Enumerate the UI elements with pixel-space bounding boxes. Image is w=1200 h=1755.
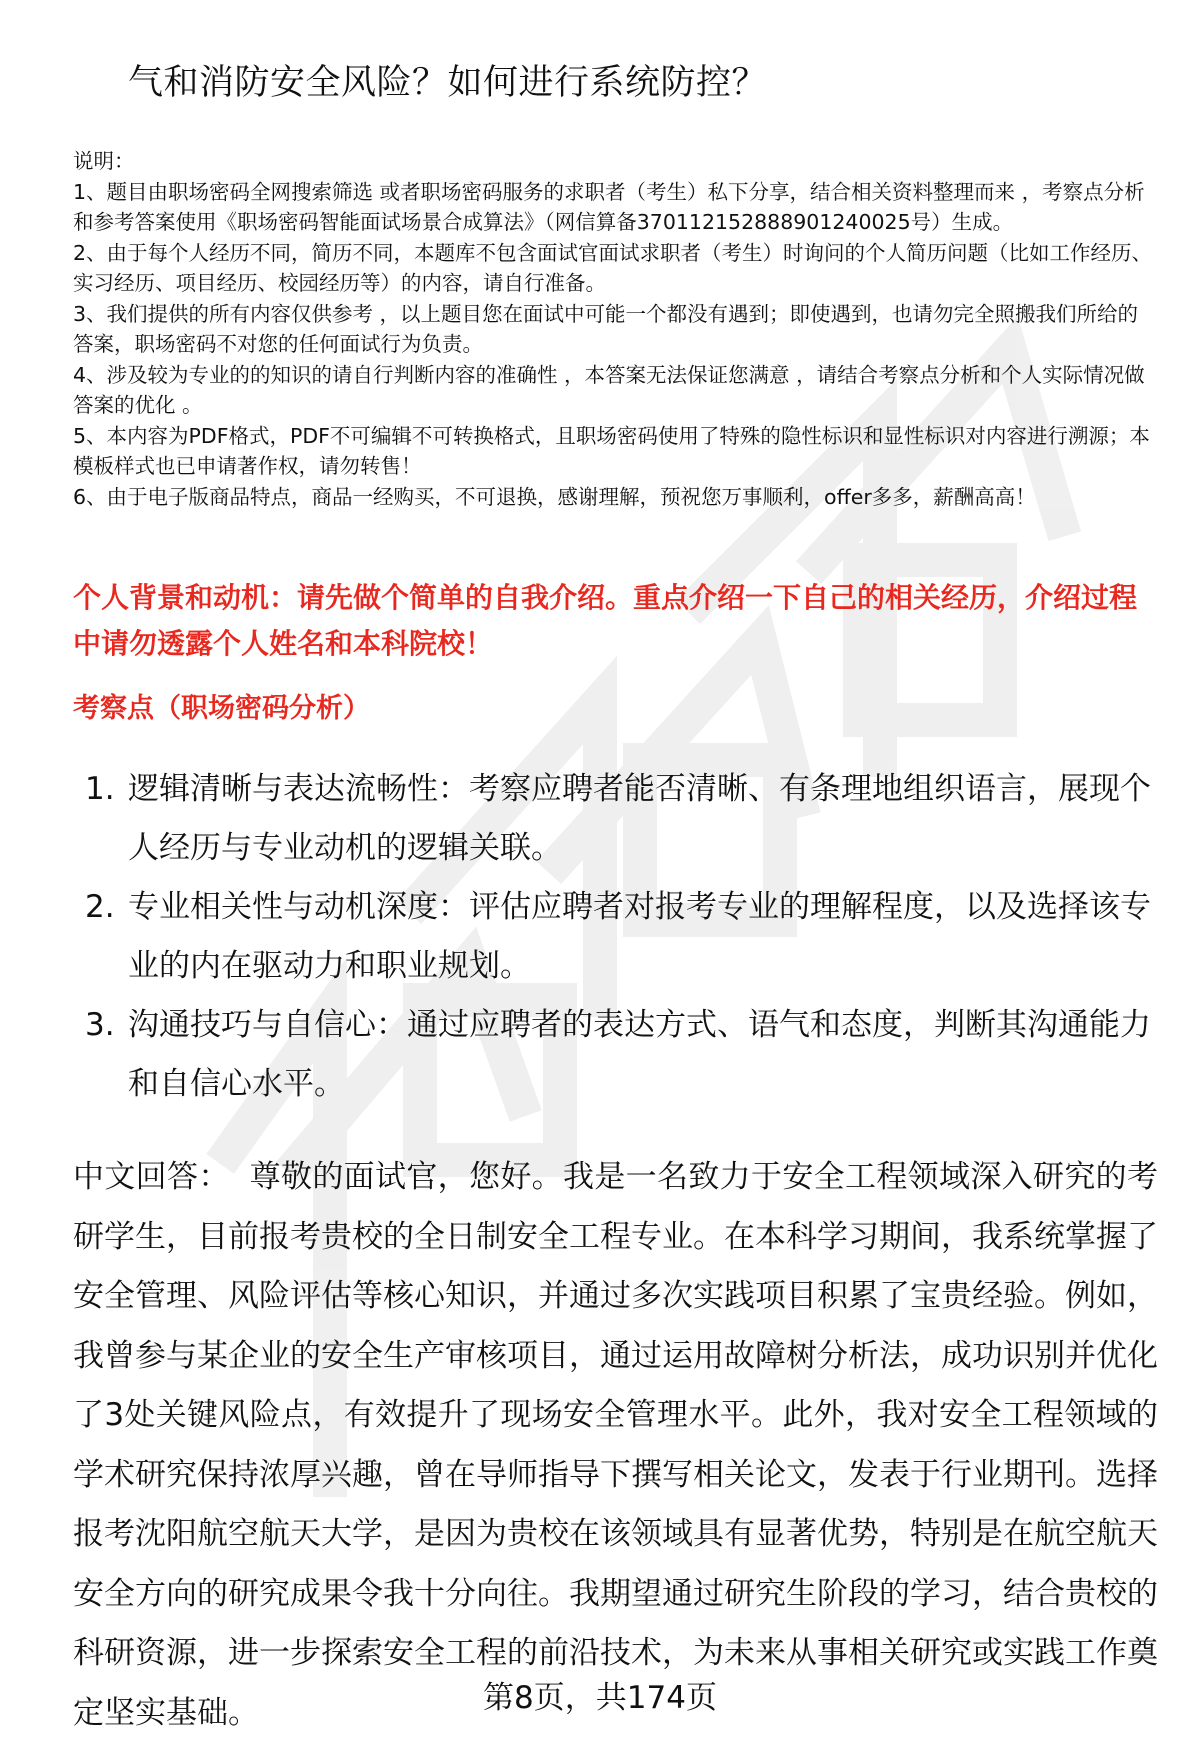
note-item: 4、涉及较为专业的的知识的请自行判断内容的准确性 ，本答案无法保证您满意 ，请结合考察点分析和个人实际情况做答案的优化 。 xyxy=(73,362,1145,417)
note-item: 5、本内容为PDF格式，PDF不可编辑不可转换格式，且职场密码使用了特殊的隐性标识和显性标识对内容进行溯源；本模板样式也已申请著作权，请勿转售！ xyxy=(73,423,1150,478)
note-item: 3、我们提供的所有内容仅供参考 ，以上题目您在面试中可能一个都没有遇到；即使遇到，也请勿完全照搬我们所给的答案，职场密码不对您的任何面试行为负责。 xyxy=(73,301,1139,356)
point-number: 1. xyxy=(85,771,115,807)
point-item xyxy=(73,878,1153,996)
points-list xyxy=(73,760,1153,1114)
answer-text: 尊敬的面试官，您好。我是一名致力于安全工程领域深入研究的考研学生，目前报考贵校的全日制安全工程专业。在本科学习期间，我系统掌握了安全管理、风险评估等核心知识，并通过多次实践项目积累了宝贵经验。例如，我曾参与某企业的安全生产审核项目，通过运用故障树分析法，成功识别并优化了3处关键风险点，有效提升了现场安全管理水平。此外，我对安全工程领域的学术研究保持浓厚兴趣，曾在导师指导下撰写相关论文，发表于行业期刊。选择报考沈阳航空航天大学，是因为贵校在该领域具有显著优势，特别是在航空航天安全方向的研究成果令我十分向往。我期望通过研究生阶段的学习，结合贵校的科研资源，进一步探索安全工程的前沿技术，为未来从事相关研究或实践工作奠定坚实基础。 xyxy=(73,1159,1159,1731)
point-text: 专业相关性与动机深度：评估应聘者对报考专业的理解程度，以及选择该专业的内在驱动力和职业规划。 xyxy=(128,889,1151,984)
notes-title: 说明： xyxy=(73,149,135,173)
point-number: 3. xyxy=(85,1007,115,1043)
answer-section xyxy=(73,1148,1158,1743)
point-text: 沟通技巧与自信心：通过应聘者的表达方式、语气和态度，判断其沟通能力和自信心水平。 xyxy=(128,1007,1151,1102)
points-heading: 考察点（职场密码分析） xyxy=(73,693,370,724)
point-item xyxy=(73,760,1153,878)
notes-section xyxy=(73,146,1153,512)
point-text: 逻辑清晰与表达流畅性：考察应聘者能否清晰、有条理地组织语言，展现个人经历与专业动机的逻辑关联。 xyxy=(128,771,1151,866)
note-item: 6、由于电子版商品特点，商品一经购买，不可退换，感谢理解，预祝您万事顺利，offer多多，薪酬高高！ xyxy=(73,484,1036,509)
note-item: 1、题目由职场密码全网搜索筛选 或者职场密码服务的求职者（考生）私下分享，结合相关资料整理而来 ，考察点分析和参考答案使用《职场密码智能面试场景合成算法》（网信算备370112152888901240025号）生成。 xyxy=(73,179,1145,234)
question-heading: 个人背景和动机：请先做个简单的自我介绍。重点介绍一下自己的相关经历，介绍过程中请勿透露个人姓名和本科院校！ xyxy=(73,581,1138,660)
page-footer: 第8页，共174页 xyxy=(483,1680,717,1716)
point-number: 2. xyxy=(85,889,115,925)
point-item xyxy=(73,996,1153,1114)
previous-question-fragment: 气和消防安全风险？如何进行系统防控？ xyxy=(128,63,768,103)
answer-label: 中文回答： xyxy=(73,1159,230,1195)
note-item: 2、由于每个人经历不同，简历不同，本题库不包含面试官面试求职者（考生）时询问的个人简历问题（比如工作经历、实习经历、项目经历、校园经历等）的内容，请自行准备。 xyxy=(73,240,1153,295)
